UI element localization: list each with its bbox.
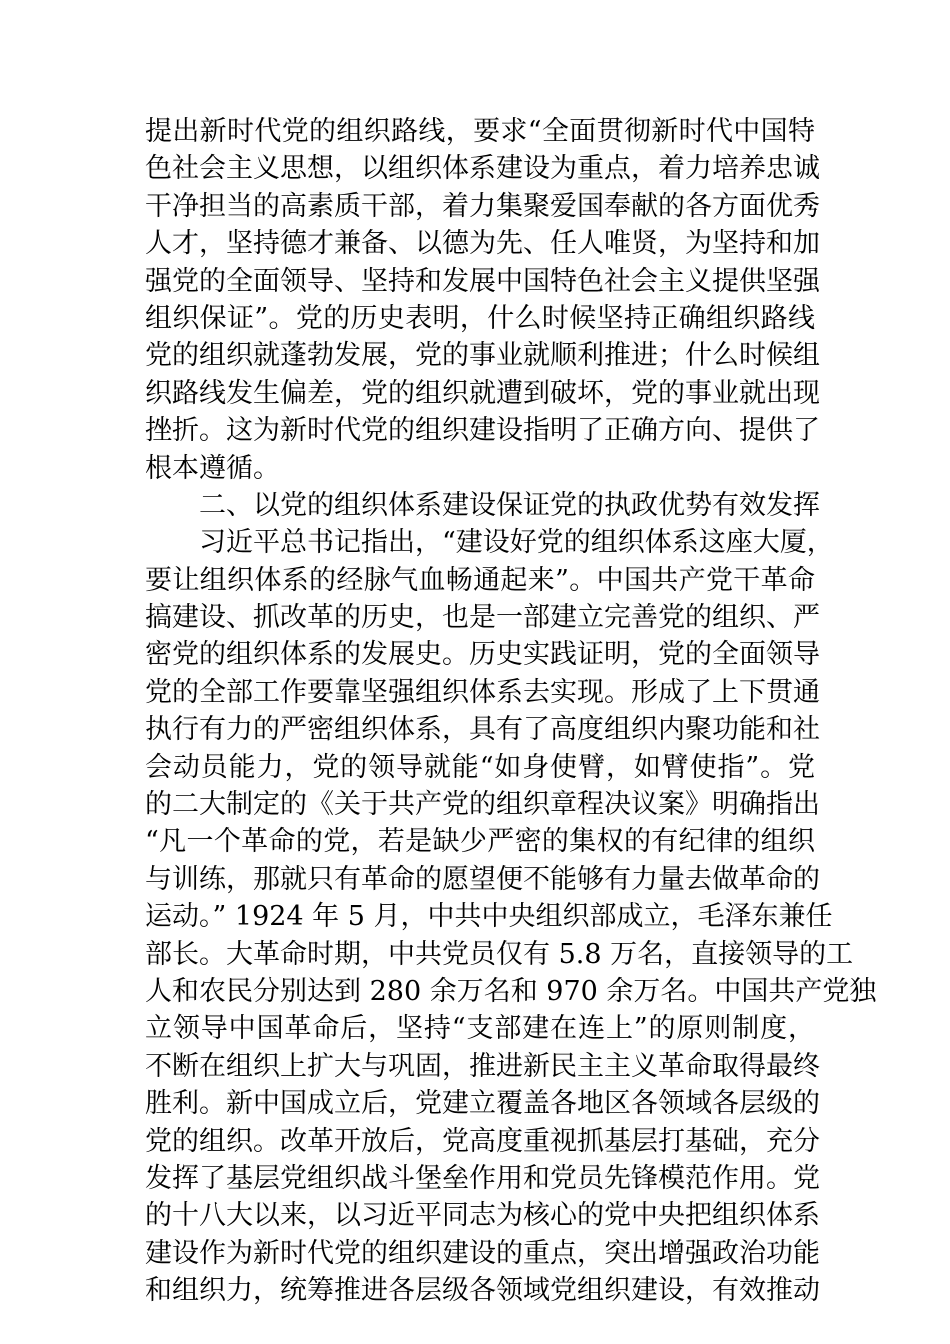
text-line: 会动员能力，党的领导就能“如身使臂，如臂使指”。党 xyxy=(145,751,815,783)
section-heading: 二、以党的组织体系建设保证党的执政优势有效发挥 xyxy=(199,489,820,521)
text-line: “凡一个革命的党，若是缺少严密的集权的有纪律的组织 xyxy=(145,826,815,858)
text-line: 党的组织就蓬勃发展，党的事业就顺利推进；什么时候组 xyxy=(145,340,820,372)
text-line: 的二大制定的《关于共产党的组织章程决议案》明确指出 xyxy=(145,789,820,821)
text-line: 挫折。这为新时代党的组织建设指明了正确方向、提供了 xyxy=(145,415,820,447)
body-text xyxy=(145,113,877,1310)
text-line: 干净担当的高素质干部，着力集聚爱国奉献的各方面优秀 xyxy=(145,190,820,222)
text-line: 建设作为新时代党的组织建设的重点，突出增强政治功能 xyxy=(145,1237,820,1269)
text-line: 不断在组织上扩大与巩固，推进新民主主义革命取得最终 xyxy=(145,1050,820,1082)
text-line: 搞建设、抓改革的历史，也是一部建立完善党的组织、严 xyxy=(145,602,820,634)
text-line: 强党的全面领导、坚持和发展中国特色社会主义提供坚强 xyxy=(145,265,820,297)
text-line: 发挥了基层党组织战斗堡垒作用和党员先锋模范作用。党 xyxy=(145,1162,820,1194)
text-line: 密党的组织体系的发展史。历史实践证明，党的全面领导 xyxy=(145,639,820,671)
text-line: 提出新时代党的组织路线，要求“全面贯彻新时代中国特 xyxy=(145,116,815,147)
text-line: 胜利。新中国成立后，党建立覆盖各地区各领域各层级的 xyxy=(145,1088,820,1120)
text-line: 要让组织体系的经脉气血畅通起来”。中国共产党干革命 xyxy=(145,564,815,596)
text-line: 部长。大革命时期，中共党员仅有 5.8 万名，直接领导的工 xyxy=(145,938,854,970)
text-line: 习近平总书记指出，“建设好党的组织体系这座大厦， xyxy=(199,527,834,559)
text-line: 织路线发生偏差，党的组织就遭到破坏，党的事业就出现 xyxy=(145,377,820,409)
text-line: 与训练，那就只有革命的愿望便不能够有力量去做革命的 xyxy=(145,863,820,895)
text-line: 组织保证”。党的历史表明，什么时候坚持正确组织路线 xyxy=(145,302,815,334)
text-line: 运动。” 1924 年 5 月，中共中央组织部成立，毛泽东兼任 xyxy=(145,901,833,933)
text-line: 根本遵循。 xyxy=(145,452,280,484)
text-line: 和组织力，统筹推进各层级各领域党组织建设，有效推动 xyxy=(145,1275,820,1307)
text-line: 立领导中国革命后，坚持“支部建在连上”的原则制度， xyxy=(145,1013,815,1045)
text-line: 执行有力的严密组织体系，具有了高度组织内聚功能和社 xyxy=(145,714,820,746)
text-line: 色社会主义思想，以组织体系建设为重点，着力培养忠诚 xyxy=(145,153,820,185)
text-line: 人才，坚持德才兼备、以德为先、任人唯贤，为坚持和加 xyxy=(145,228,820,260)
text-line: 人和农民分别达到 280 余万名和 970 余万名。中国共产党独 xyxy=(145,975,877,1007)
text-line: 党的组织。改革开放后，党高度重视抓基层打基础，充分 xyxy=(145,1125,820,1157)
text-line: 党的全部工作要靠坚强组织体系去实现。形成了上下贯通 xyxy=(145,676,820,708)
text-line: 的十八大以来，以习近平同志为核心的党中央把组织体系 xyxy=(145,1200,820,1232)
